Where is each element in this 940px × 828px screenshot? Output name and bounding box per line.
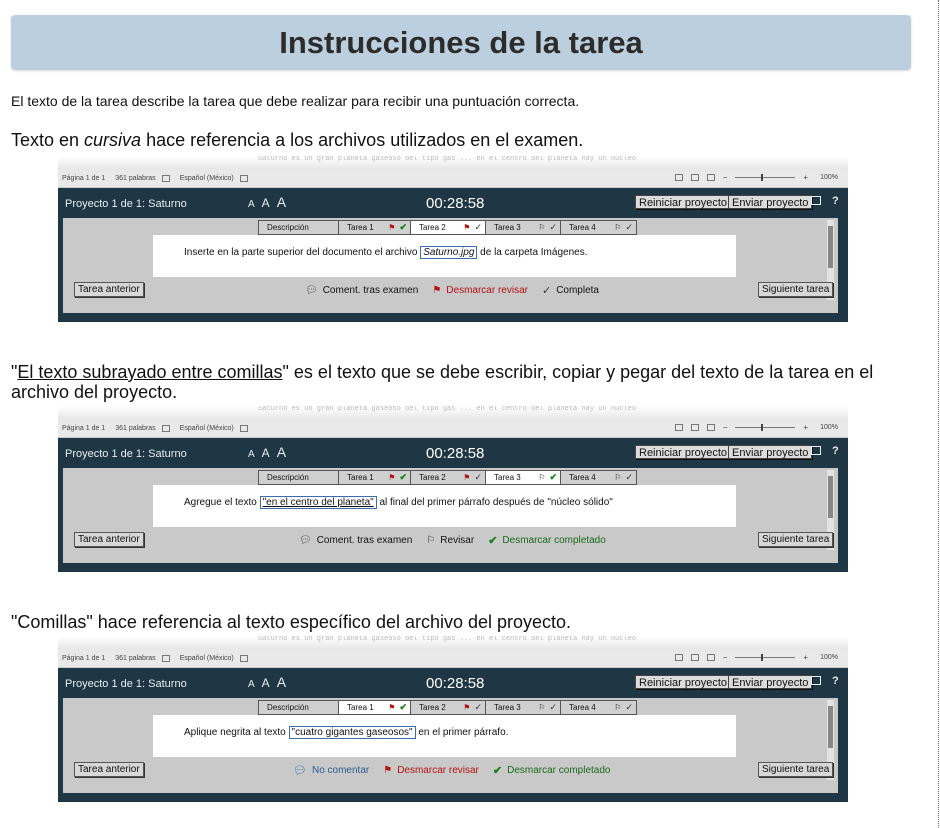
comment-action[interactable] [293,764,369,777]
tab-task-3[interactable] [486,701,561,714]
tab-task-2[interactable] [411,221,486,234]
task-instruction [184,727,508,738]
task-text-box [153,715,736,757]
status-language: Español (México) [179,425,234,432]
type-text-reference[interactable]: "en el centro del planeta" [260,496,377,509]
review-label: Revisar [440,535,475,546]
tab-label: Tarea 3 [494,223,521,232]
review-action[interactable] [426,534,474,547]
macro-icon [240,175,248,182]
submit-project-button[interactable]: Enviar proyecto [728,195,812,209]
proofing-icon [162,425,170,432]
font-medium-button[interactable]: A [261,446,270,460]
tab-label: Tarea 4 [569,473,596,482]
status-bar [58,420,848,438]
tab-task-1[interactable] [339,471,411,484]
tab-label: Tarea 1 [347,473,374,482]
next-task-button[interactable]: Siguiente tarea [758,532,833,547]
next-task-button[interactable]: Siguiente tarea [758,762,833,777]
screenshot-task-1 [58,636,848,802]
restore-window-icon[interactable] [811,676,821,685]
tab-label: Tarea 4 [569,223,596,232]
zoom-in-icon[interactable]: + [803,173,809,182]
document-text-reference[interactable]: "cuatro gigantes gaseosos" [289,726,416,739]
tab-label: Descripción [267,703,309,712]
zoom-slider[interactable] [735,657,795,658]
restore-window-icon[interactable] [811,196,821,205]
help-button[interactable]: ? [832,195,839,207]
tab-task-4[interactable] [561,471,636,484]
tab-task-3[interactable] [486,221,561,234]
check-icon: ✔ [399,222,407,232]
tab-label: Tarea 4 [569,703,596,712]
proofing-icon [162,175,170,182]
macro-icon [240,655,248,662]
tab-description[interactable] [259,221,339,234]
check-icon: ✔ [549,472,557,482]
comment-bubble-icon: 💬︎ [299,535,312,546]
zoom-level: 100% [820,654,838,661]
tab-task-4[interactable] [561,701,636,714]
tab-label: Tarea 2 [419,703,446,712]
tab-label: Tarea 3 [494,703,521,712]
macro-icon [240,425,248,432]
check-icon: ✓ [625,222,633,232]
check-icon: ✓ [541,285,552,297]
restart-project-button[interactable]: Reiniciar proyecto [635,195,731,209]
status-bar [58,650,848,668]
page-edge [938,0,939,828]
flag-outline-icon: ⚐ [614,473,622,482]
submit-project-button[interactable]: Enviar proyecto [728,675,812,689]
project-label: Proyecto 1 de 1: Saturno [65,678,187,690]
flag-icon: ⚑ [388,703,396,712]
task-tabs [258,220,637,235]
check-icon: ✔ [399,702,407,712]
task-instruction [184,497,613,508]
project-label: Proyecto 1 de 1: Saturno [65,198,187,210]
scrollbar-thumb[interactable] [828,706,833,748]
section-underline-explanation [11,362,911,402]
tab-description[interactable] [259,471,339,484]
flag-icon: ⚑ [383,765,393,776]
flag-outline-icon: ⚐ [538,703,546,712]
tab-task-3[interactable] [486,471,561,484]
task-panel [63,218,838,313]
zoom-slider[interactable] [735,427,795,428]
complete-label: Desmarcar completado [507,765,611,776]
restore-window-icon[interactable] [811,446,821,455]
tab-task-2[interactable] [411,471,486,484]
section-text-part: " es el texto que se debe escribir, copiar y pegar del texto de la tarea en el archivo del proyecto. [11,362,874,402]
scrollbar-thumb[interactable] [828,226,833,268]
check-icon: ✓ [625,702,633,712]
status-words: 361 palabras [115,425,156,432]
tab-description[interactable] [259,701,339,714]
proofing-icon [162,655,170,662]
help-button[interactable]: ? [832,675,839,687]
task-text-part: Inserte en la parte superior del documento el archivo [184,247,421,258]
task-text-part: en el primer párrafo. [415,727,509,738]
exam-timer: 00:28:58 [426,675,485,692]
document-fade: Saturno es un gran planeta gaseoso del tipo gas ... en el centro del planeta hay un nucleo [58,406,848,420]
web-layout-icon[interactable] [707,654,715,661]
tab-task-1[interactable] [339,701,411,714]
status-page: Página 1 de 1 [62,425,106,432]
complete-label: Completa [556,285,599,296]
tab-label: Tarea 2 [419,473,446,482]
exam-timer: 00:28:58 [426,445,485,462]
section-text-italic: cursiva [84,130,142,150]
flag-icon: ⚑ [463,703,471,712]
page-title: Instrucciones de la tarea [279,24,643,60]
status-words: 361 palabras [115,175,156,182]
exam-toolbar [58,672,848,698]
complete-action[interactable] [488,534,606,547]
flag-outline-icon: ⚐ [614,703,622,712]
font-size-controls [248,444,286,460]
read-mode-icon[interactable] [675,424,683,431]
section-text-part: Texto en [11,130,85,150]
task-panel [63,698,838,793]
tab-label: Descripción [267,223,309,232]
tab-task-4[interactable] [561,221,636,234]
document-fade: Saturno es un gran planeta gaseoso del tipo gas ... en el centro del planeta hay un nucleo [58,636,848,650]
tab-label: Tarea 2 [419,223,446,232]
font-small-button[interactable]: A [248,449,255,460]
font-large-button[interactable]: A [276,674,287,690]
exam-timer: 00:28:58 [426,195,485,212]
task-actions [299,534,606,547]
zoom-level: 100% [820,174,838,181]
previous-task-button[interactable]: Tarea anterior [74,532,144,547]
task-text-box [153,485,736,527]
zoom-in-icon[interactable]: + [803,423,809,432]
section-italic-explanation [11,130,911,150]
zoom-level: 100% [820,424,838,431]
flag-icon: ⚑ [388,223,396,232]
previous-task-button[interactable]: Tarea anterior [74,282,144,297]
status-words: 361 palabras [115,655,156,662]
file-reference: Saturno.jpg [420,246,477,259]
next-task-button[interactable]: Siguiente tarea [758,282,833,297]
status-language: Español (México) [179,655,234,662]
zoom-out-icon[interactable]: − [722,173,728,182]
screenshot-task-3 [58,406,848,572]
task-panel [63,468,838,563]
restart-project-button[interactable]: Reiniciar proyecto [635,675,731,689]
read-mode-icon[interactable] [675,174,683,181]
font-large-button[interactable]: A [276,444,287,460]
tab-task-1[interactable] [339,221,411,234]
status-page: Página 1 de 1 [62,175,106,182]
restart-project-button[interactable]: Reiniciar proyecto [635,445,731,459]
task-text-part: al final del primer párrafo después de "núcleo sólido" [376,497,613,508]
font-medium-button[interactable]: A [261,676,270,690]
tab-task-2[interactable] [411,701,486,714]
font-size-controls [248,194,286,210]
submit-project-button[interactable]: Enviar proyecto [728,445,812,459]
flag-icon: ⚑ [388,473,396,482]
section-text-part: " [11,362,18,382]
task-text-part: Agregue el texto [184,497,260,508]
comment-bubble-icon: 💬︎ [305,285,318,296]
flag-icon: ⚑ [432,285,442,296]
tab-label: Tarea 3 [494,473,521,482]
help-button[interactable]: ? [832,445,839,457]
task-instruction [184,247,587,258]
review-label: Desmarcar revisar [397,765,479,776]
flag-outline-icon: ⚐ [538,473,546,482]
task-text-box [153,235,736,277]
tab-label: Descripción [267,473,309,482]
document-fade: Saturno es un gran planeta gaseoso del tipo gas ... en el centro del planeta hay un nucleo [58,156,848,170]
print-layout-icon[interactable] [691,174,699,181]
check-icon: ✓ [474,222,482,232]
check-icon: ✓ [625,472,633,482]
review-action[interactable] [383,764,479,777]
intro-text: El texto de la tarea describe la tarea que debe realizar para recibir una puntuación correcta. [11,93,580,109]
print-layout-icon[interactable] [691,424,699,431]
comment-label: Coment. tras examen [316,535,413,546]
read-mode-icon[interactable] [675,654,683,661]
check-icon: ✓ [474,702,482,712]
screenshot-task-2 [58,156,848,322]
task-text-part: de la carpeta Imágenes. [477,247,588,258]
project-label: Proyecto 1 de 1: Saturno [65,448,187,460]
font-small-button[interactable]: A [248,679,255,690]
font-large-button[interactable]: A [276,194,287,210]
complete-action[interactable] [542,284,599,297]
comment-action[interactable] [305,284,418,297]
check-icon: ✓ [474,472,482,482]
flag-outline-icon: ⚐ [614,223,622,232]
font-size-controls [248,674,286,690]
print-layout-icon[interactable] [691,654,699,661]
exam-toolbar [58,442,848,468]
zoom-slider[interactable] [735,177,795,178]
review-label: Desmarcar revisar [446,285,528,296]
exam-toolbar [58,192,848,218]
comment-label: No comentar [311,765,370,776]
font-small-button[interactable]: A [248,199,255,210]
web-layout-icon[interactable] [707,424,715,431]
section-text-part: hace referencia a los archivos utilizados en el examen. [141,130,584,150]
check-icon: ✓ [549,222,557,232]
flag-outline-icon: ⚐ [538,223,546,232]
status-page: Página 1 de 1 [62,655,106,662]
previous-task-button[interactable]: Tarea anterior [74,762,144,777]
comment-bubble-icon: 💬︎ [293,765,307,777]
status-bar [58,170,848,188]
task-text-part: Aplique negrita al texto [184,727,289,738]
comment-label: Coment. tras examen [322,285,419,296]
task-actions [293,764,610,777]
task-tabs [258,700,637,715]
web-layout-icon[interactable] [707,174,715,181]
complete-action[interactable] [493,764,611,777]
section-quotes-explanation: "Comillas" hace referencia al texto específico del archivo del proyecto. [11,612,572,632]
flag-outline-icon: ⚐ [426,535,436,546]
check-icon: ✔ [488,535,498,547]
section-text-underlined: El texto subrayado entre comillas [17,362,283,382]
tab-label: Tarea 1 [347,703,374,712]
status-language: Español (México) [179,175,234,182]
flag-icon: ⚑ [463,473,471,482]
flag-icon: ⚑ [463,223,471,232]
check-icon: ✓ [549,702,557,712]
review-action[interactable] [432,284,528,297]
comment-action[interactable] [299,534,412,547]
complete-label: Desmarcar completado [502,535,606,546]
page-header [11,15,911,70]
check-icon: ✔ [492,765,503,777]
task-actions [305,284,599,297]
scrollbar-thumb[interactable] [828,476,833,518]
check-icon: ✔ [399,472,407,482]
tab-label: Tarea 1 [347,223,374,232]
zoom-out-icon[interactable]: − [722,653,728,662]
zoom-out-icon[interactable]: − [722,423,728,432]
zoom-in-icon[interactable]: + [803,653,809,662]
task-tabs [258,470,637,485]
font-medium-button[interactable]: A [261,196,270,210]
